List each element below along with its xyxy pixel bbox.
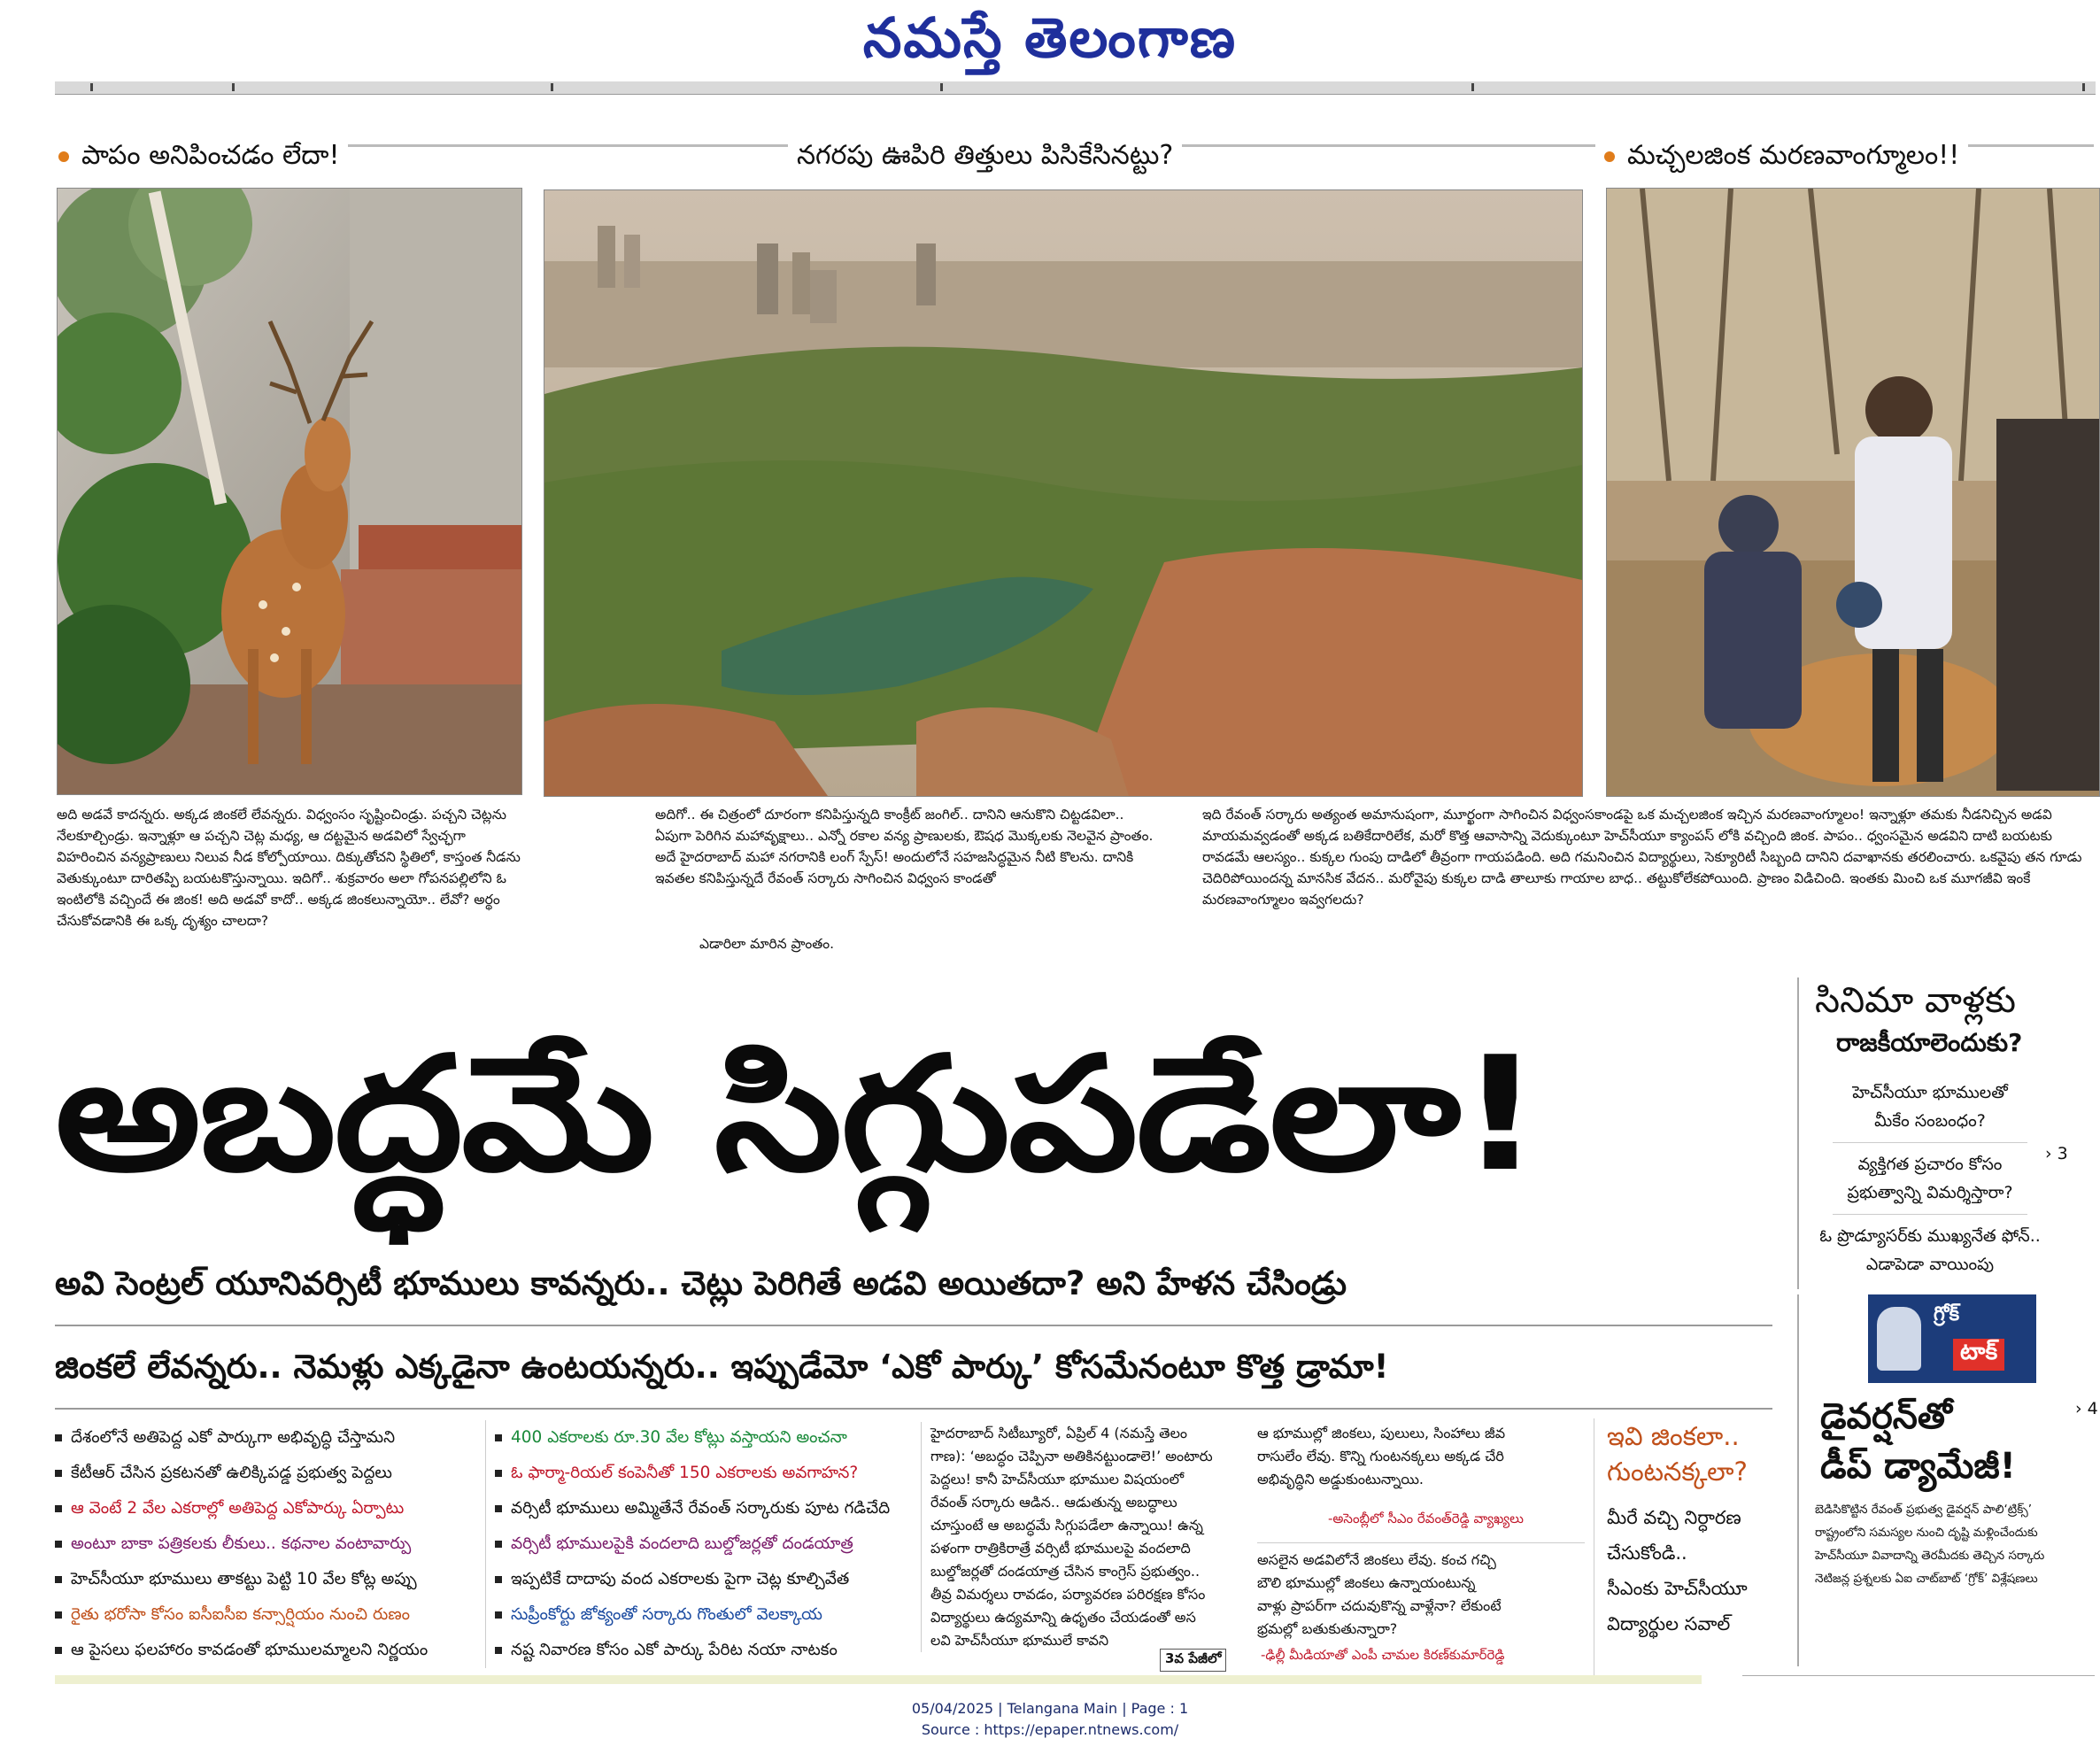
bullet-square-icon (55, 1434, 62, 1441)
quote-cm (1257, 1422, 1585, 1491)
bullet-item (495, 1597, 920, 1633)
bullet-text: ఆ వెంటే 2 వేల ఎకరాల్లో అతిపెద్ద ఎకోపార్కు ఏర్పాటు (71, 1499, 405, 1518)
bullet-square-icon (55, 1541, 62, 1548)
story-line: రేవంత్ సర్కారు ఆడిన.. ఆడుతున్న అబద్ధాలు (930, 1494, 1177, 1511)
kicker-right: మచ్చలజింక మరణవాంగ్మూలం!! (1595, 140, 1968, 177)
cinema-item: హెచ్‌సీయూ భూములతో (1852, 1083, 2008, 1102)
bullets-left (55, 1420, 471, 1668)
cinema-item: ఎడాపెడా వాయింపు (1865, 1255, 1995, 1274)
bullet-item (55, 1526, 471, 1562)
bullet-text: హెచ్‌సీయూ భూములు తాకట్టు పెట్టి 10 వేల కోట్ల అప్పు (71, 1570, 417, 1588)
story-line: పెద్దలు! కానీ హెచ్‌సీయూ భూముల విషయంలో (930, 1471, 1185, 1487)
rule (55, 1325, 1772, 1326)
story-main (921, 1422, 1249, 1652)
bullet-text: ఓ ఫార్మా-రియల్ కంపెనీతో 150 ఎకరాలకు అవగాహన? (511, 1464, 859, 1482)
bullet-item (495, 1491, 920, 1526)
box-line: మీరే వచ్చి నిర్ధారణ (1607, 1507, 1741, 1528)
bullet-item (495, 1526, 920, 1562)
grok-line: హెచ్‌సీయూ వివాదాన్ని తెరమీదకు తెచ్చిన సర్కారు (1815, 1549, 2045, 1563)
bullet-square-icon (55, 1647, 62, 1654)
story-line: చూస్తుంటే ఆ అబద్ధమే సిగ్గుపడేలా ఉన్నాయి! ఉన్న (930, 1517, 1203, 1534)
bullet-text: 400 ఎకరాలకు రూ.30 వేల కోట్లు వస్తాయని అంచనా (511, 1428, 847, 1447)
bullet-text: కేటీఆర్ చేసిన ప్రకటనతో ఉలిక్కిపడ్డ ప్రభుత్వ పెద్దలు (71, 1464, 392, 1482)
story-line: తీవ్ర విమర్శలు రావడం, పర్యావరణ పరిరక్షణ కోసం (930, 1586, 1206, 1603)
date-strip (55, 81, 2096, 95)
bullet-square-icon (495, 1434, 502, 1441)
injured-deer-photo (1606, 188, 2100, 797)
cinema-page-ref: › 3 (2045, 1144, 2068, 1163)
kicker-dot (58, 151, 69, 162)
bullet-text: ఆ పైసలు ఫలహారం కావడంతో భూములమ్మాలని నిర్ణయం (71, 1641, 428, 1659)
grok-badge (1868, 1294, 2036, 1383)
divider (1833, 1142, 2027, 1143)
footer-source: Source : https://epaper.ntnews.com/ (921, 1721, 1179, 1738)
caption-center-b: ఎడారిలా మారిన ప్రాంతం. (699, 936, 835, 952)
box-line: విద్యార్థుల సవాల్ (1607, 1613, 1731, 1634)
bullet-item (495, 1562, 920, 1597)
grok-badge-1: గ్రోక్ (1934, 1303, 1960, 1325)
quote-line: ఆ భూముల్లో జింకలు, పులులు, సింహాలు జీవ (1257, 1425, 1506, 1441)
caption-left: అది అడవే కాదన్నరు. అక్కడ జింకలే లేవన్నరు. విధ్వంసం సృష్టించిండ్రు. పచ్చని చెట్లను నేలకూల్చిండ్రు. ఇన్నాళ్లూ ఆ పచ్చని చెట్ల మధ్య, ఆ దట్టమైన అడవిలో స్వేచ్ఛగా విహరించిన వన్యప్రాణులు నిలువ నీడ కోల్పోయాయి. దిక్కుతోచని స్థితిలో, కాస్తంత నీడను వెతుక్కుంటూ దారితప్పి బయటకొస్తున్నాయి. ఇదిగో.. శుక్రవారం అలా గోపనపల్లిలోని ఓ ఇంటిలోకి వచ్చిందే ఈ జింక! అది అడవో కాదో.. అక్కడ జింకలున్నాయో.. లేవో? అర్థం చేసుకోవడానికి ఈ ఒక్క దృశ్యం చాలదా? (57, 807, 521, 929)
quote-mp-source: -ఢిల్లీ మీడియాతో ఎంపీ చామల కిరణ్‌కుమార్‌రెడ్డి (1261, 1647, 1505, 1663)
grok-line: నెటిజన్ల ప్రశ్నలకు ఏఐ చాట్‌బాట్ ‘గ్రోక్’ విశ్లేషణలు (1815, 1572, 2038, 1586)
story-line: గాణ): ‘అబద్ధం చెప్పినా అతికినట్టుండాలె!’ అంటారు (930, 1448, 1213, 1464)
story-line: బుల్డోజర్లతో దండయాత్ర చేసిన కాంగ్రెస్ ప్రభుత్వం.. (930, 1563, 1201, 1580)
bullet-item (495, 1633, 920, 1668)
grok-line: రాష్ట్రంలోని సమస్యల నుంచి దృష్టి మళ్లించేందుకు (1815, 1526, 2038, 1540)
bullet-item (495, 1456, 920, 1491)
bullet-square-icon (55, 1576, 62, 1583)
quote-line: వాళ్లు ప్రాపర్‌గా చదువుకొన్న వాళ్లేనా? లేకుంటే (1257, 1597, 1502, 1614)
quote-line: అసలైన అడవిలోనే జింకలు లేవు. కంచ గచ్చి (1257, 1551, 1496, 1568)
bullet-item (55, 1456, 471, 1491)
bullet-square-icon (495, 1470, 502, 1477)
rule (55, 1408, 1772, 1410)
story-line: విద్యార్థులు ఉద్యమాన్ని ఉధృతం చేయడంతో అస (930, 1609, 1196, 1626)
bullet-text: రైతు భరోసా కోసం ఐసీఐసీఐ కన్సార్షియం నుంచి రుణం (71, 1605, 410, 1624)
bullet-square-icon (495, 1505, 502, 1512)
deer-challenge-box (1594, 1418, 1786, 1679)
grok-line: బెడిసికొట్టిన రేవంత్ ప్రభుత్వ డైవర్షన్ పాలి‘ట్రిక్స్’ (1815, 1503, 2033, 1517)
bullet-text: వర్సిటీ భూములపైకి వందలాది బుల్డోజర్లతో దండయాత్ర (511, 1534, 853, 1553)
bottom-strip-right (1742, 1675, 2095, 1685)
bullet-item (55, 1420, 471, 1456)
footer-date: 05/04/2025 | Telangana Main | Page : 1 (911, 1700, 1189, 1717)
quote-line: భ్రమల్లో బతుకుతున్నారా? (1257, 1620, 1398, 1637)
caption-center-a: అదిగో.. ఈ చిత్రంలో దూరంగా కనిపిస్తున్నది కాంక్రీట్ జంగిల్.. దానిని ఆనుకొని చిట్టడవిలా.. ఏపుగా పెరిగిన మహావృక్షాలు.. ఎన్నో రకాల వన్య ప్రాణులకు, ఔషధ మొక్కలకు నెలవైన ప్రాంతం. అదే హైదరాబాద్ మహా నగరానికి లంగ్ స్పేస్! అందులోనే సహజసిద్ధమైన నీటి కొలను. దానికి ఇవతల కనిపిస్తున్నదే రేవంత్ సర్కారు సాగించిన విధ్వంస కాండతో (655, 807, 1154, 886)
kicker-center: నగరపు ఊపిరి తిత్తులు పిసికేసినట్టు? (788, 140, 1182, 177)
deer-house-photo (57, 188, 522, 795)
bullet-text: అంటూ బాకా పత్రికలకు లీకులు.. కథనాల వంటావార్పు (71, 1534, 412, 1553)
bullet-square-icon (495, 1576, 502, 1583)
quote-line: రాసులేం లేవు. కొన్ని గుంటనక్కలు అక్కడ చేరి (1257, 1448, 1504, 1464)
grok-title-2: డీప్ డ్యామేజీ! (1820, 1446, 2016, 1487)
quote-cm-source: -అసెంబ్లీలో సీఎం రేవంత్‌రెడ్డి వ్యాఖ్యలు (1328, 1511, 1524, 1526)
subhead-2: జింకలే లేవన్నరు.. నెమళ్లు ఎక్కడైనా ఉంటయన్నరు.. ఇప్పుడేమో ‘ఎకో పార్కు’ కోసమేనంటూ కొత్త డ్రామా! (55, 1348, 1389, 1386)
main-headline: అబద్ధమే సిగ్గుపడేలా! (55, 1023, 1540, 1206)
bullet-square-icon (495, 1541, 502, 1548)
bullet-item (55, 1597, 471, 1633)
kicker-dot (1604, 151, 1615, 162)
bullet-text: ఇప్పటికే దాదాపు వంద ఎకరాలకు పైగా చెట్ల కూల్చివేత (511, 1570, 850, 1588)
quote-line: బౌలి భూముల్లో జింకలు ఉన్నాయంటున్న (1257, 1574, 1476, 1591)
story-line: పళంగా రాత్రికిరాత్రే వర్సిటీ భూములపై వందలాది (930, 1540, 1191, 1557)
sidebar-grok (1797, 1294, 2100, 1666)
story-line: లవి హెచ్‌సీయూ భూములే కావని (930, 1632, 1109, 1649)
bullets-mid (485, 1420, 920, 1668)
kicker-left: పాపం అనిపించడం లేదా! (50, 140, 348, 177)
subhead-1: అవి సెంట్రల్ యూనివర్సిటీ భూములు కావన్నరు.. చెట్లు పెరిగితే అడవి అయితదా? అని హేళన చేసిండ్రు (55, 1264, 1347, 1302)
bullet-text: వర్సిటీ భూములు అమ్మితేనే రేవంత్ సర్కారుకు పూట గడిచేది (511, 1499, 891, 1518)
masthead (0, 0, 2100, 80)
grok-badge-2: టాక్ (1953, 1339, 2004, 1371)
bullet-item (495, 1420, 920, 1456)
cinema-title-1: సినిమా వాళ్లకు (1815, 980, 2016, 1021)
cinema-item: ఓ ప్రొడ్యూసర్‌కు ముఖ్యనేత ఫోన్.. (1819, 1226, 2041, 1246)
bullet-square-icon (55, 1611, 62, 1619)
bullet-text: నష్ట నివారణ కోసం ఎకో పార్కు పేరిట నయా నాటకం (511, 1641, 838, 1659)
cinema-item: ప్రభుత్వాన్ని విమర్శిస్తారా? (1847, 1183, 2013, 1202)
robot-icon (1877, 1307, 1921, 1371)
story-line: హైదరాబాద్ సిటీబ్యూరో, ఏప్రిల్ 4 (నమస్తే తెలం (930, 1425, 1188, 1441)
cinema-item: మీకేం సంబంధం? (1874, 1111, 1986, 1131)
continue-label: 3వ పేజీలో (1160, 1649, 1226, 1672)
quote-mp (1257, 1542, 1585, 1641)
cinema-item: వ్యక్తిగత ప్రచారం కోసం (1857, 1155, 2003, 1174)
cinema-title-2: రాజకీయాలెందుకు? (1836, 1028, 2023, 1057)
bullet-text: సుప్రీంకోర్టు జోక్యంతో సర్కారు గొంతులో వెలక్కాయ (511, 1605, 822, 1624)
grok-title-1: డైవర్షన్‌తో (1820, 1396, 1952, 1437)
bullet-square-icon (55, 1470, 62, 1477)
bullet-text: దేశంలోనే అతిపెద్ద ఎకో పార్కుగా అభివృద్ధి చేస్తామని (71, 1428, 396, 1447)
sidebar-cinema (1797, 977, 2100, 1289)
bullet-item (55, 1491, 471, 1526)
grok-page-ref: › 4 (2075, 1399, 2098, 1418)
quote-line: అభివృద్ధిని అడ్డుకుంటున్నాయి. (1257, 1471, 1424, 1487)
bullet-square-icon (495, 1647, 502, 1654)
bullet-square-icon (495, 1611, 502, 1619)
bullet-item (55, 1633, 471, 1668)
bullet-square-icon (55, 1505, 62, 1512)
box-title-2: గుంటనక్కలా? (1607, 1457, 1748, 1487)
box-line: చేసుకోండి.. (1607, 1542, 1687, 1564)
bullet-item (55, 1562, 471, 1597)
box-line: సీఎంకు హెచ్‌సీయూ (1607, 1578, 1748, 1599)
box-title-1: ఇవి జింకలా.. (1607, 1421, 1740, 1451)
caption-right: ఇది రేవంత్ సర్కారు అత్యంత అమానుషంగా, మూర్ఖంగా సాగించిన విధ్వంసకాండపై ఒక మచ్చలజింక ఇచ్చిన మరణవాంగ్మూలం! ఇన్నాళ్లూ తమకు నీడనిచ్చిన అడవి మాయమవ్వడంతో అక్కడ బతికేదారిలేక, మరో కొత్త ఆవాసాన్ని వెదుక్కుంటూ హెచ్‌సీయూ క్యాంపస్ లోకి వచ్చింది జింక. పాపం.. ధ్వంసమైన అడవిని దాటి బయటకు రావడమే ఆలస్యం.. కుక్కల గుంపు దాడిలో తీవ్రంగా గాయపడింది. అది గమనించిన విద్యార్థులు, సెక్యూరిటీ సిబ్బంది దానిని దవాఖానకు తరలించారు. ఒకవైపు తన గూడు చెదిరిపోయిందన్న మానసిక వేదన.. మరోవైపు కుక్కల దాడి తాలూకు గాయాల బాధ.. తట్టుకోలేకపోయింది. ప్రాణం విడిచింది. ఇంతకు మించి ఒక మూగజీవి ఇంకే మరణవాంగ్మూలం ఇవ్వగలదు? (1202, 807, 2082, 908)
divider (1833, 1214, 2027, 1215)
masthead-title: నమస్తే తెలంగాణ (862, 5, 1238, 70)
aerial-forest-photo (544, 189, 1583, 797)
bottom-strip (55, 1675, 1702, 1684)
